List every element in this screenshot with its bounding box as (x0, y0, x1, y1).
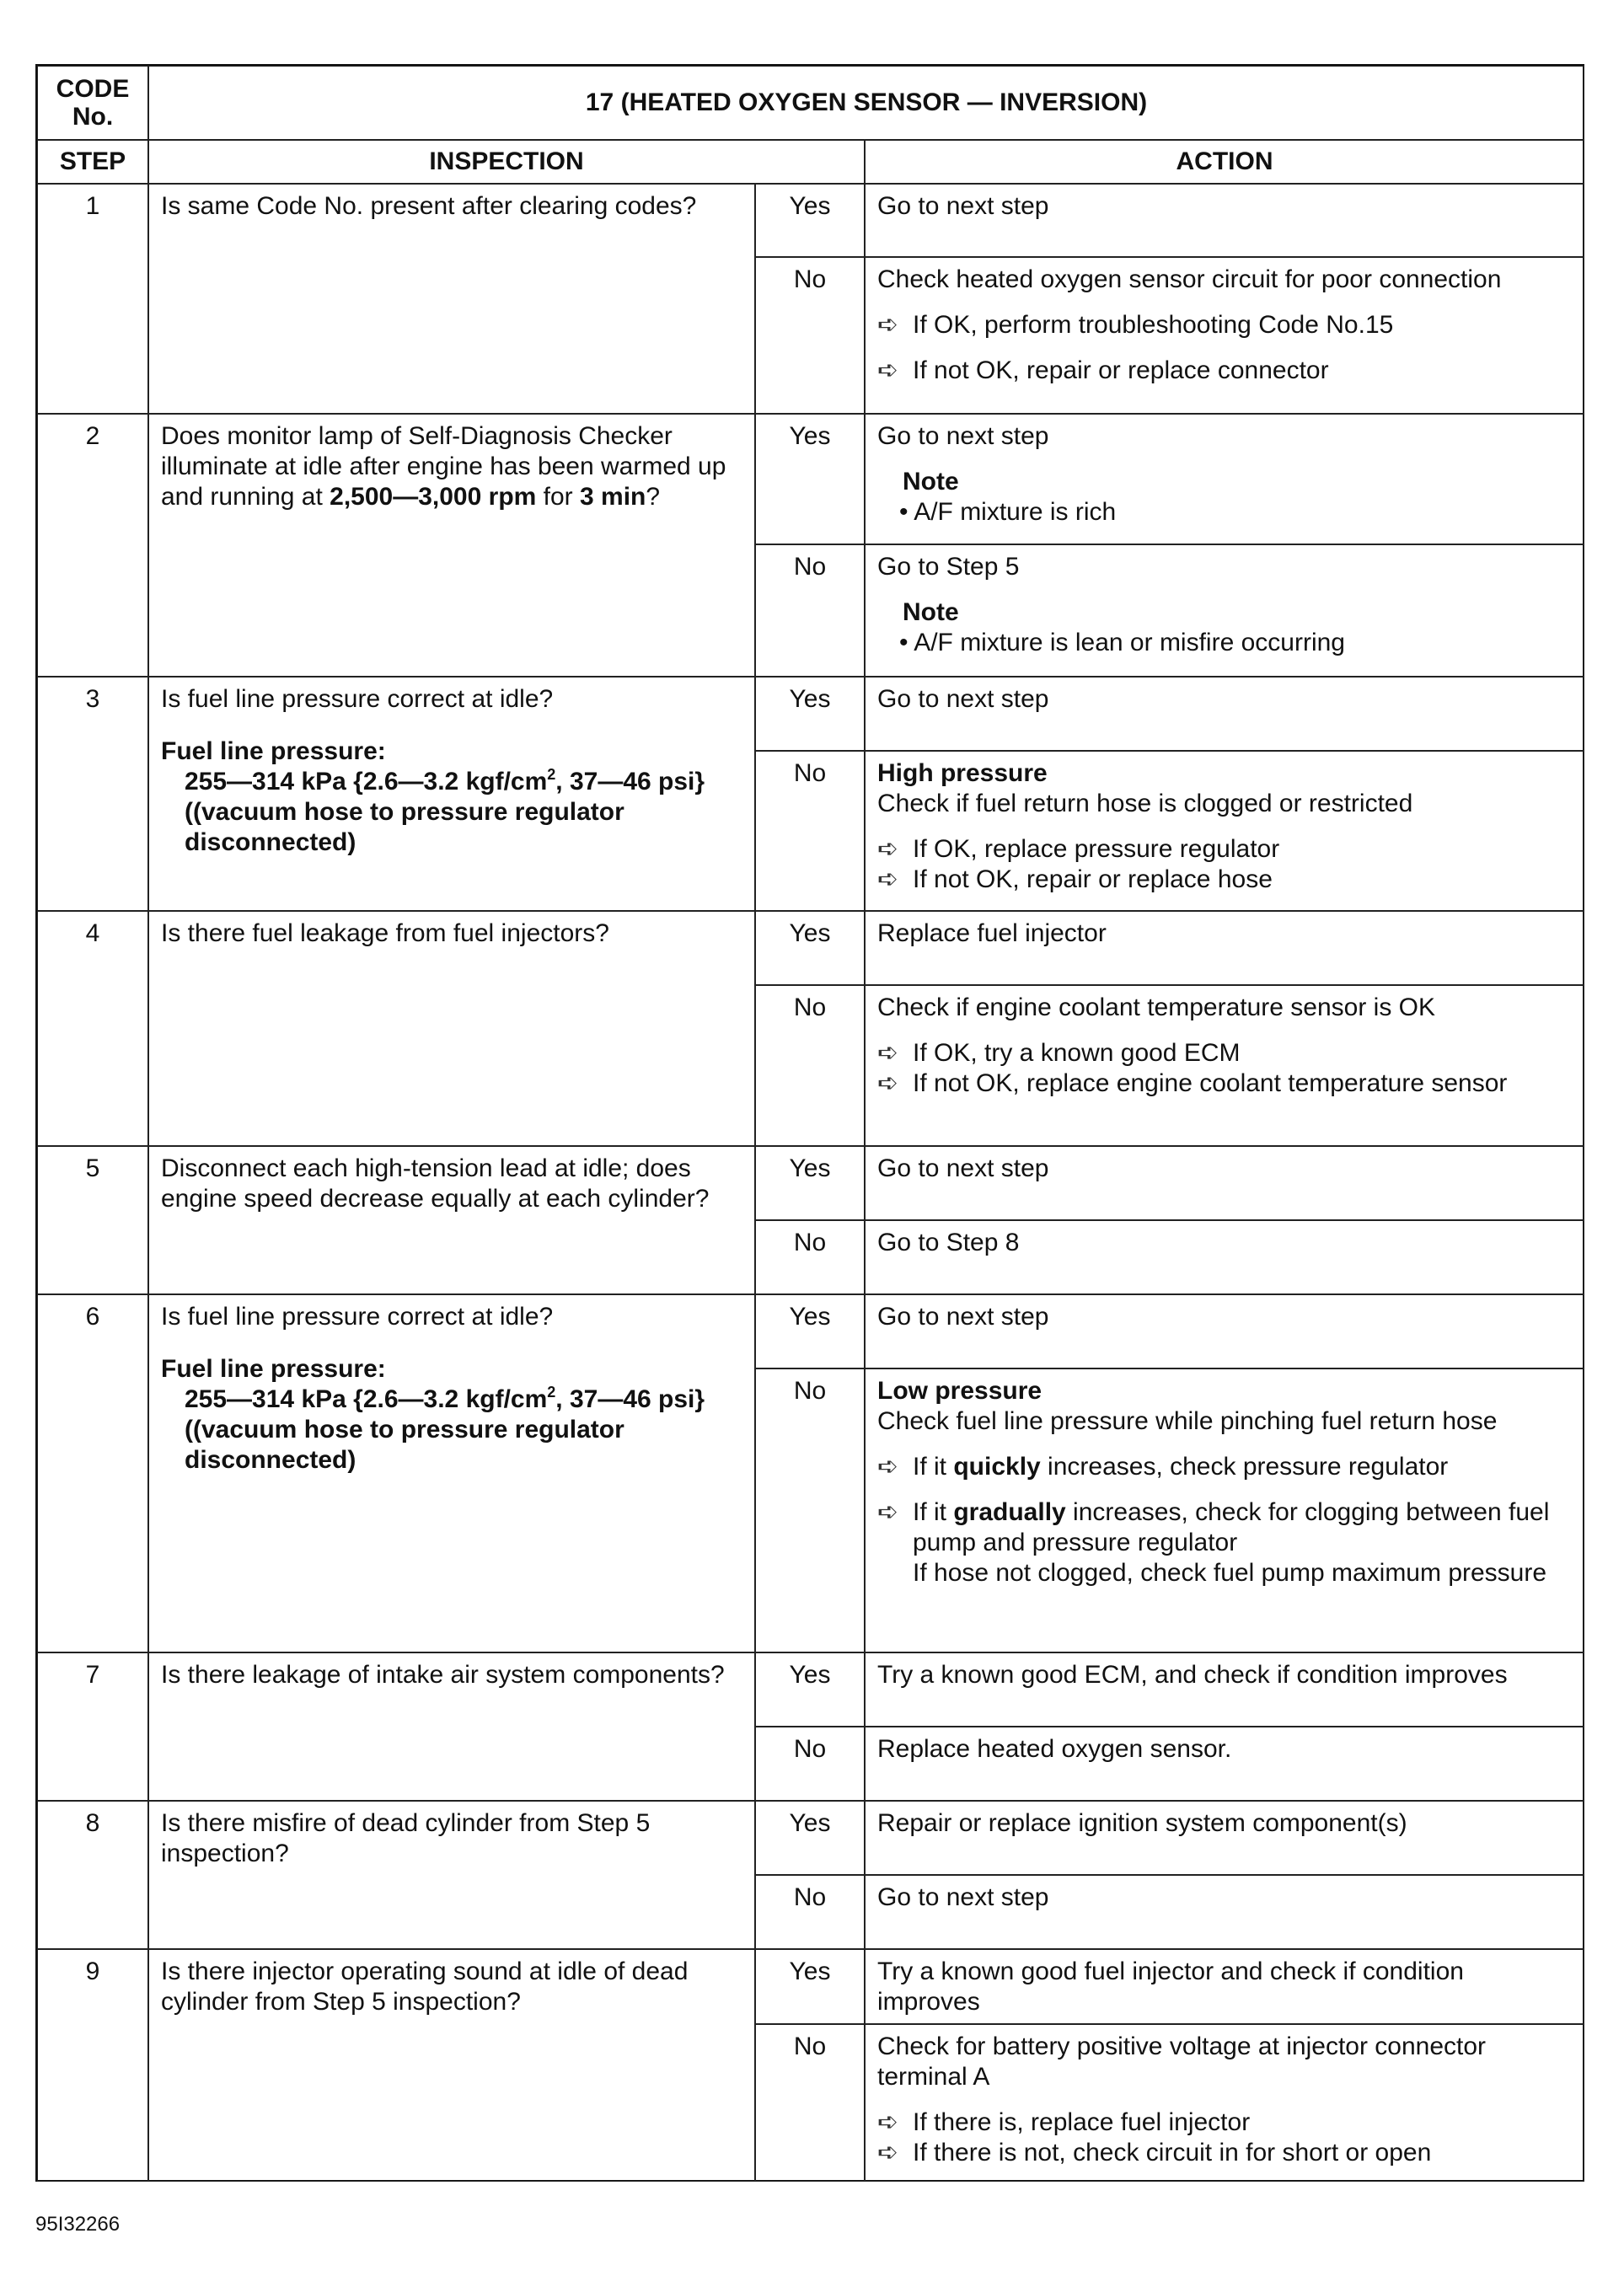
result-text: If there is, replace fuel injector (913, 2108, 1251, 2136)
condition-title: High pressure (877, 759, 1048, 787)
result-text: If there is not, check circuit in for short or open (913, 2139, 1432, 2166)
action-text: Check if fuel return hose is clogged or restricted (877, 790, 1413, 817)
result-extra: If hose not clogged, check fuel pump maximum pressure (913, 1559, 1547, 1587)
right-arrow-icon: ➪ (877, 865, 899, 893)
no-label: No (755, 2024, 865, 2182)
spec-title: Fuel line pressure: (161, 737, 386, 765)
result-line (877, 356, 1572, 386)
action-text: Go to next step (877, 685, 1049, 713)
spec-value-part: 255—314 kPa {2.6—3.2 kgf/cm (185, 1385, 548, 1413)
no-action (865, 1875, 1584, 1949)
step-number: 2 (37, 414, 148, 677)
no-label: No (755, 985, 865, 1146)
result-text: If OK, replace pressure regulator (913, 835, 1280, 863)
action-text: Replace fuel injector (877, 919, 1107, 947)
no-label: No (755, 1220, 865, 1294)
no-action (865, 2024, 1584, 2182)
inspection-text-part: for (536, 483, 580, 511)
no-action (865, 985, 1584, 1146)
diagnosis-table (35, 64, 1584, 2182)
no-action (865, 1727, 1584, 1801)
inspection-text: Is there fuel leakage from fuel injectors? (161, 919, 609, 947)
result-line (877, 2138, 1572, 2168)
note-text: A/F mixture is lean or misfire occurring (914, 629, 1345, 656)
yes-action (865, 677, 1584, 751)
action-text: Go to next step (877, 192, 1049, 220)
yes-action (865, 1949, 1584, 2024)
yes-label: Yes (755, 414, 865, 544)
action-column-header: ACTION (865, 140, 1584, 184)
step-number: 6 (37, 1294, 148, 1652)
inspection-text: Is same Code No. present after clearing codes? (161, 192, 697, 220)
step-number: 9 (37, 1949, 148, 2182)
result-text: increases, check pressure regulator (1040, 1453, 1449, 1481)
yes-action (865, 1146, 1584, 1220)
result-line (877, 834, 1572, 865)
result-text: If it (913, 1498, 954, 1526)
right-arrow-icon: ➪ (877, 311, 899, 339)
action-text: Go to Step 5 (877, 553, 1020, 581)
code-label-line2: No. (72, 103, 114, 131)
spec-value-part: , 37—46 psi} (555, 1385, 705, 1413)
result-emphasis: gradually (953, 1498, 1066, 1526)
result-line (877, 310, 1572, 340)
yes-label: Yes (755, 1949, 865, 2024)
no-action (865, 1368, 1584, 1652)
right-arrow-icon: ➪ (877, 356, 899, 384)
right-arrow-icon: ➪ (877, 1069, 899, 1097)
yes-action (865, 1294, 1584, 1368)
result-line (877, 1038, 1572, 1069)
yes-label: Yes (755, 677, 865, 751)
action-text: Replace heated oxygen sensor. (877, 1735, 1232, 1763)
action-text: Go to next step (877, 1303, 1049, 1331)
result-text: If OK, perform troubleshooting Code No.15 (913, 311, 1394, 339)
step-number: 4 (37, 911, 148, 1146)
result-text: If not OK, replace engine coolant temperature sensor (913, 1069, 1508, 1097)
inspection-text: Is there leakage of intake air system components? (161, 1661, 725, 1689)
yes-action (865, 184, 1584, 257)
note-bullet (877, 628, 1572, 658)
step-column-header: STEP (37, 140, 148, 184)
step-number: 7 (37, 1652, 148, 1801)
action-text: Try a known good fuel injector and check if condition improves (877, 1958, 1464, 2016)
right-arrow-icon: ➪ (877, 2139, 899, 2166)
yes-label: Yes (755, 184, 865, 257)
note-text: A/F mixture is rich (914, 498, 1117, 526)
inspection-text: Is fuel line pressure correct at idle? (161, 685, 554, 713)
no-label: No (755, 544, 865, 677)
result-text: increases, check for clogging between fuel pump and pressure regulator (913, 1498, 1550, 1556)
condition-title: Low pressure (877, 1377, 1042, 1405)
action-text: Check for battery positive voltage at injector connector terminal A (877, 2033, 1487, 2091)
inspection-text (161, 421, 742, 512)
no-label: No (755, 257, 865, 414)
figure-id: 95I32266 (35, 2213, 121, 2236)
step-number: 1 (37, 184, 148, 414)
inspection-cell (148, 414, 755, 677)
result-line (877, 2108, 1572, 2138)
result-line (877, 1069, 1572, 1099)
step-number: 3 (37, 677, 148, 911)
inspection-text-part: ? (646, 483, 661, 511)
action-text: Repair or replace ignition system component(s) (877, 1809, 1407, 1837)
result-text: If not OK, repair or replace connector (913, 356, 1329, 384)
rpm-value: 2,500—3,000 rpm (330, 483, 537, 511)
no-action (865, 1220, 1584, 1294)
bullet-icon: • (899, 629, 914, 656)
no-label: No (755, 751, 865, 911)
right-arrow-icon: ➪ (877, 1498, 899, 1526)
inspection-cell (148, 911, 755, 1146)
inspection-cell (148, 1146, 755, 1294)
spec-value-part: 255—314 kPa {2.6—3.2 kgf/cm (185, 768, 548, 795)
action-text: Check fuel line pressure while pinching fuel return hose (877, 1407, 1498, 1435)
action-text: Go to next step (877, 1883, 1049, 1911)
yes-action (865, 1801, 1584, 1875)
inspection-cell (148, 677, 755, 911)
yes-label: Yes (755, 1801, 865, 1875)
step-number: 5 (37, 1146, 148, 1294)
result-emphasis: quickly (953, 1453, 1041, 1481)
action-text: Try a known good ECM, and check if condition improves (877, 1661, 1508, 1689)
no-label: No (755, 1368, 865, 1652)
result-text: If not OK, repair or replace hose (913, 865, 1273, 893)
note-title: Note (903, 598, 959, 626)
note-title: Note (903, 468, 959, 495)
no-action (865, 257, 1584, 414)
bullet-icon: • (899, 498, 914, 526)
table-title: 17 (HEATED OXYGEN SENSOR — INVERSION) (148, 66, 1584, 140)
inspection-text: Is there misfire of dead cylinder from Step 5 inspection? (161, 1809, 651, 1867)
inspection-text-part: Does monitor lamp of Self-Diagnosis Checker illuminate at idle after engine has been warmed up and running at (161, 422, 726, 511)
right-arrow-icon: ➪ (877, 1039, 899, 1067)
yes-action (865, 414, 1584, 544)
no-action (865, 751, 1584, 911)
spec-value (161, 1385, 742, 1415)
code-label-line1: CODE (56, 75, 130, 103)
result-line (877, 1452, 1572, 1482)
time-value: 3 min (580, 483, 646, 511)
right-arrow-icon: ➪ (877, 2108, 899, 2136)
action-text: Check if engine coolant temperature sensor is OK (877, 994, 1436, 1021)
no-label: No (755, 1727, 865, 1801)
right-arrow-icon: ➪ (877, 1453, 899, 1481)
result-line (877, 865, 1572, 895)
yes-action (865, 911, 1584, 985)
no-label: No (755, 1875, 865, 1949)
action-text: Go to next step (877, 422, 1049, 450)
right-arrow-icon: ➪ (877, 835, 899, 863)
spec-value-part: , 37—46 psi} (555, 768, 705, 795)
spec-note: ((vacuum hose to pressure regulator disconnected) (185, 1416, 624, 1474)
code-number-header (37, 66, 148, 140)
spec-superscript: 2 (547, 1384, 556, 1401)
yes-label: Yes (755, 1652, 865, 1727)
inspection-cell (148, 184, 755, 414)
inspection-text: Is there injector operating sound at idle of dead cylinder from Step 5 inspection? (161, 1958, 689, 2016)
no-action (865, 544, 1584, 677)
note-bullet (877, 497, 1572, 528)
result-text: If it (913, 1453, 954, 1481)
inspection-cell (148, 1801, 755, 1949)
result-line (877, 1497, 1572, 1558)
yes-label: Yes (755, 1146, 865, 1220)
spec-value (161, 767, 742, 797)
inspection-text: Disconnect each high-tension lead at idle; does engine speed decrease equally at each cylinder? (161, 1154, 710, 1213)
yes-label: Yes (755, 1294, 865, 1368)
step-number: 8 (37, 1801, 148, 1949)
yes-action (865, 1652, 1584, 1727)
action-text: Go to next step (877, 1154, 1049, 1182)
spec-note: ((vacuum hose to pressure regulator disconnected) (185, 798, 624, 856)
yes-label: Yes (755, 911, 865, 985)
inspection-text: Is fuel line pressure correct at idle? (161, 1303, 554, 1331)
inspection-cell (148, 1949, 755, 2182)
inspection-cell (148, 1652, 755, 1801)
action-text: Check heated oxygen sensor circuit for poor connection (877, 265, 1502, 293)
inspection-column-header: INSPECTION (148, 140, 865, 184)
spec-superscript: 2 (547, 766, 556, 783)
action-text: Go to Step 8 (877, 1229, 1020, 1256)
inspection-cell (148, 1294, 755, 1652)
result-text: If OK, try a known good ECM (913, 1039, 1241, 1067)
spec-title: Fuel line pressure: (161, 1355, 386, 1383)
